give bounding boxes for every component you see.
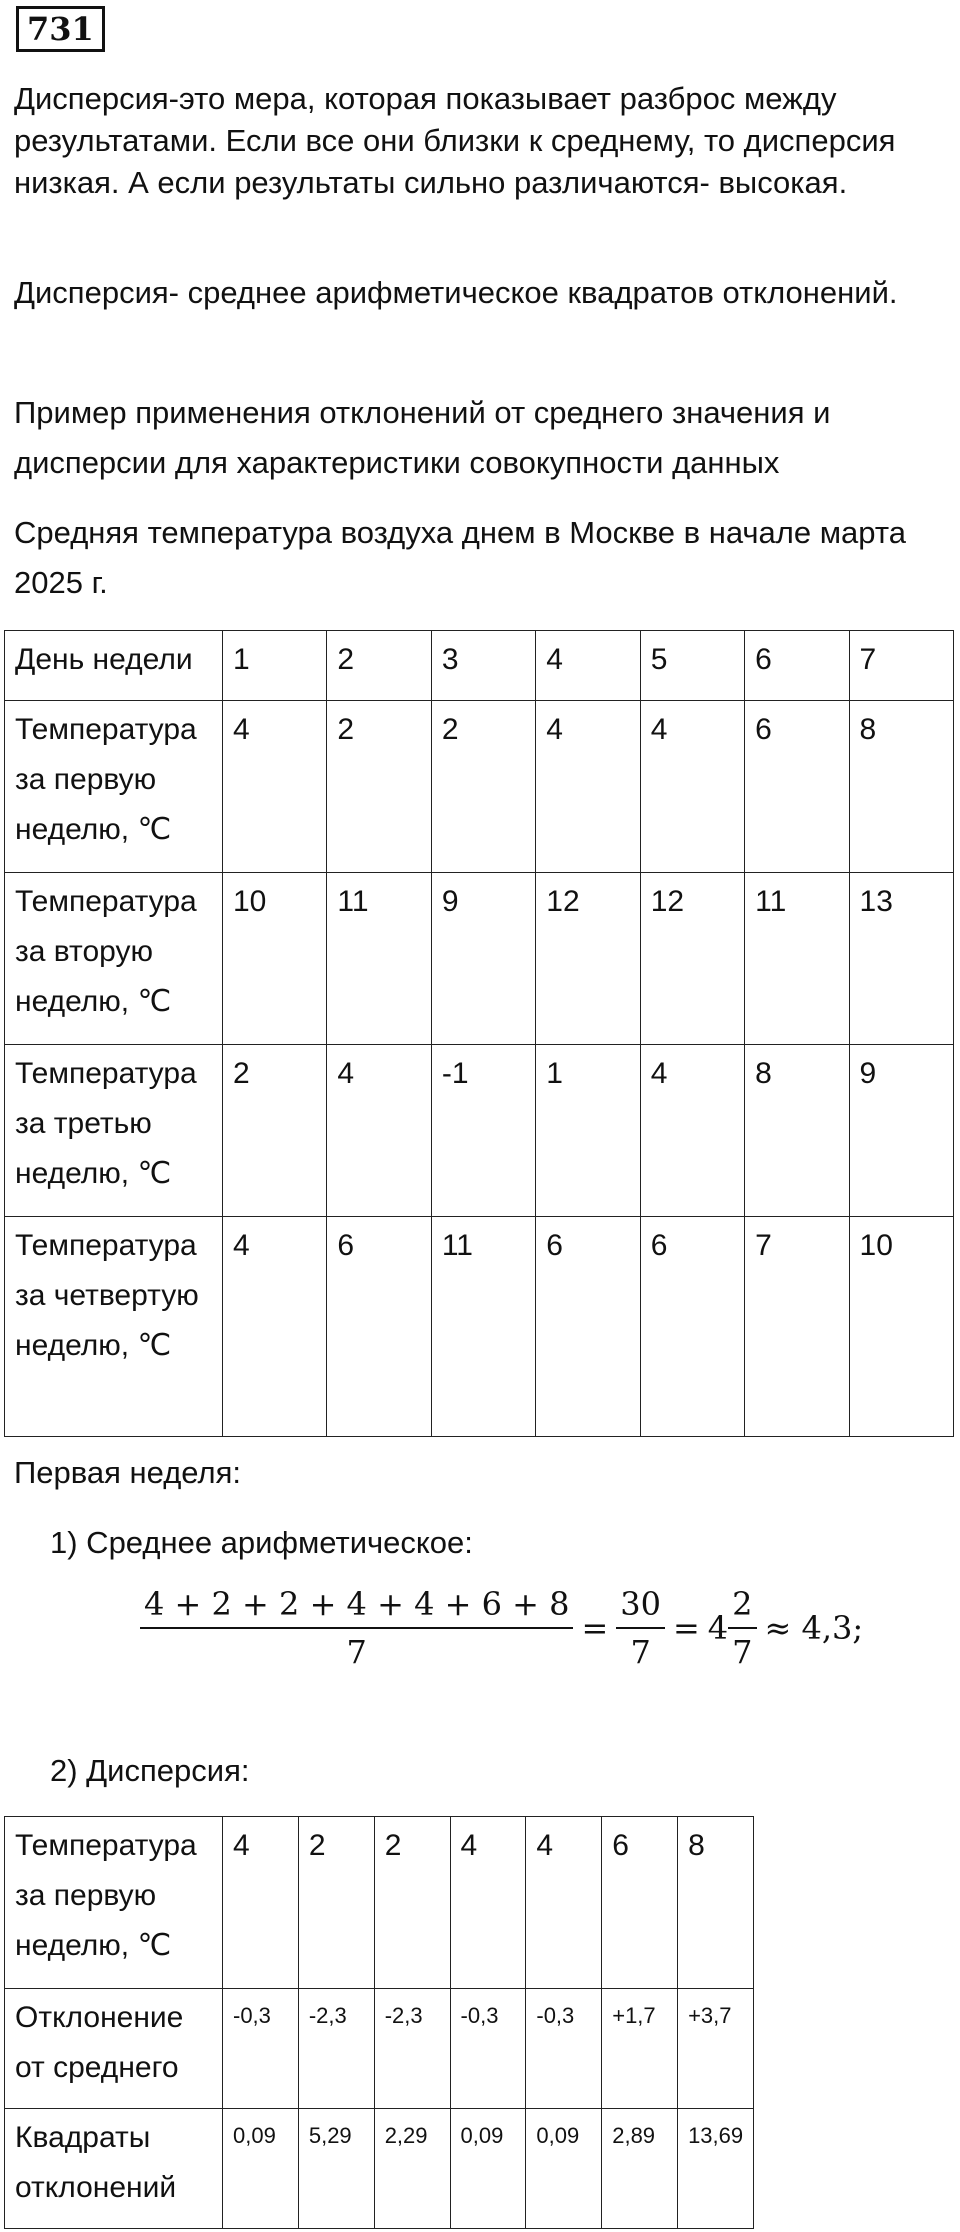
table-cell: 12 xyxy=(640,873,744,1045)
table-cell: +3,7 xyxy=(678,1989,754,2109)
table-cell: 1 xyxy=(536,1045,640,1217)
table-row xyxy=(5,1217,954,1437)
table-cell: 6 xyxy=(745,701,849,873)
table-cell: 2 xyxy=(374,1817,450,1989)
table-cell: 6 xyxy=(640,1217,744,1437)
fraction-numerator: 2 xyxy=(732,1585,753,1623)
table-row xyxy=(5,1989,754,2109)
table-cell: -0,3 xyxy=(450,1989,526,2109)
mixed-fraction xyxy=(728,1585,756,1671)
table-cell: 1 xyxy=(223,631,327,701)
table-caption: Средняя температура воздуха днем в Москве в начале марта 2025 г. xyxy=(14,515,906,600)
table-cell: 9 xyxy=(849,1045,953,1217)
table-cell: 4 xyxy=(526,1817,602,1989)
row-label: Температура за первую неделю, ℃ xyxy=(5,1817,223,1989)
fraction-numerator: 4 + 2 + 2 + 4 + 4 + 6 + 8 xyxy=(144,1585,570,1623)
table-cell: 6 xyxy=(745,631,849,701)
table-row xyxy=(5,701,954,873)
table-cell: -2,3 xyxy=(298,1989,374,2109)
temperature-table xyxy=(4,630,954,1437)
table-cell: 11 xyxy=(431,1217,535,1437)
row-label: День недели xyxy=(5,631,223,701)
table-cell: 4 xyxy=(450,1817,526,1989)
table-cell: 13 xyxy=(849,873,953,1045)
table-cell: 0,09 xyxy=(450,2109,526,2229)
table-cell: 2 xyxy=(327,631,431,701)
table-row xyxy=(5,1817,754,1989)
table-cell: 4 xyxy=(223,1217,327,1437)
row-label: Температура за вторую неделю, ℃ xyxy=(5,873,223,1045)
table-row xyxy=(5,873,954,1045)
table-cell: -1 xyxy=(431,1045,535,1217)
example-intro: Пример применения отклонений от среднего значения и дисперсии для характеристики совокупности данных xyxy=(14,395,831,480)
equals-sign: = xyxy=(672,1609,700,1647)
dispersion-definition: Дисперсия- среднее арифметическое квадратов отклонений. xyxy=(14,275,898,310)
table-cell: 4 xyxy=(640,1045,744,1217)
table-cell: 7 xyxy=(849,631,953,701)
fraction-numerator: 30 xyxy=(620,1585,661,1623)
table-cell: 4 xyxy=(223,701,327,873)
table-cell: -0,3 xyxy=(223,1989,299,2109)
fraction-denominator: 7 xyxy=(732,1633,753,1671)
step1-label: 1) Среднее арифметическое: xyxy=(50,1525,473,1560)
table-cell: 2 xyxy=(298,1817,374,1989)
table-cell: 8 xyxy=(745,1045,849,1217)
mixed-number xyxy=(708,1585,757,1671)
table-cell: 2 xyxy=(327,701,431,873)
table-row xyxy=(5,631,954,701)
table-cell: 13,69 xyxy=(678,2109,754,2229)
table-cell: 11 xyxy=(327,873,431,1045)
fraction-denominator: 7 xyxy=(346,1633,367,1671)
table-cell: 2,89 xyxy=(602,2109,678,2229)
table-cell: 6 xyxy=(602,1817,678,1989)
table-cell: 2,29 xyxy=(374,2109,450,2229)
row-label: Температура за четвертую неделю, ℃ xyxy=(5,1217,223,1437)
table-cell: 8 xyxy=(849,701,953,873)
table-cell: 5,29 xyxy=(298,2109,374,2229)
table-cell: +1,7 xyxy=(602,1989,678,2109)
approx-result: ≈ 4,3; xyxy=(764,1609,864,1647)
table-row xyxy=(5,2109,754,2229)
table-cell: 2 xyxy=(431,701,535,873)
table-cell: -0,3 xyxy=(526,1989,602,2109)
row-label: Температура за третью неделю, ℃ xyxy=(5,1045,223,1217)
table-cell: 5 xyxy=(640,631,744,701)
task-number: 731 xyxy=(16,6,105,52)
table-cell: 4 xyxy=(223,1817,299,1989)
table-cell: 8 xyxy=(678,1817,754,1989)
table-cell: 9 xyxy=(431,873,535,1045)
fraction-denominator: 7 xyxy=(630,1633,651,1671)
table-cell: 10 xyxy=(849,1217,953,1437)
table-cell: 6 xyxy=(536,1217,640,1437)
table-cell: 6 xyxy=(327,1217,431,1437)
table-cell: 0,09 xyxy=(223,2109,299,2229)
table-cell: 2 xyxy=(223,1045,327,1217)
table-cell: 4 xyxy=(640,701,744,873)
step2-label: 2) Дисперсия: xyxy=(50,1753,250,1788)
table-cell: 11 xyxy=(745,873,849,1045)
week1-label: Первая неделя: xyxy=(14,1455,241,1490)
table-cell: -2,3 xyxy=(374,1989,450,2109)
table-cell: 10 xyxy=(223,873,327,1045)
result-fraction xyxy=(616,1585,665,1671)
mean-formula xyxy=(140,1585,871,1671)
table-cell: 7 xyxy=(745,1217,849,1437)
table-row xyxy=(5,1045,954,1217)
table-cell: 0,09 xyxy=(526,2109,602,2229)
definition-paragraph: Дисперсия-это мера, которая показывает разброс между результатами. Если все они близки к среднему, то дисперсия низкая. А если результаты сильно различаются- высокая. xyxy=(14,81,896,200)
sum-fraction xyxy=(140,1585,573,1671)
table-cell: 12 xyxy=(536,873,640,1045)
whole-part: 4 xyxy=(707,1609,729,1647)
dispersion-table xyxy=(4,1816,754,2229)
row-label: Температура за первую неделю, ℃ xyxy=(5,701,223,873)
row-label: Квадраты отклонений xyxy=(5,2109,223,2229)
table-cell: 4 xyxy=(536,701,640,873)
row-label: Отклонение от среднего xyxy=(5,1989,223,2109)
equals-sign: = xyxy=(581,1609,609,1647)
table-cell: 4 xyxy=(536,631,640,701)
table-cell: 3 xyxy=(431,631,535,701)
table-cell: 4 xyxy=(327,1045,431,1217)
